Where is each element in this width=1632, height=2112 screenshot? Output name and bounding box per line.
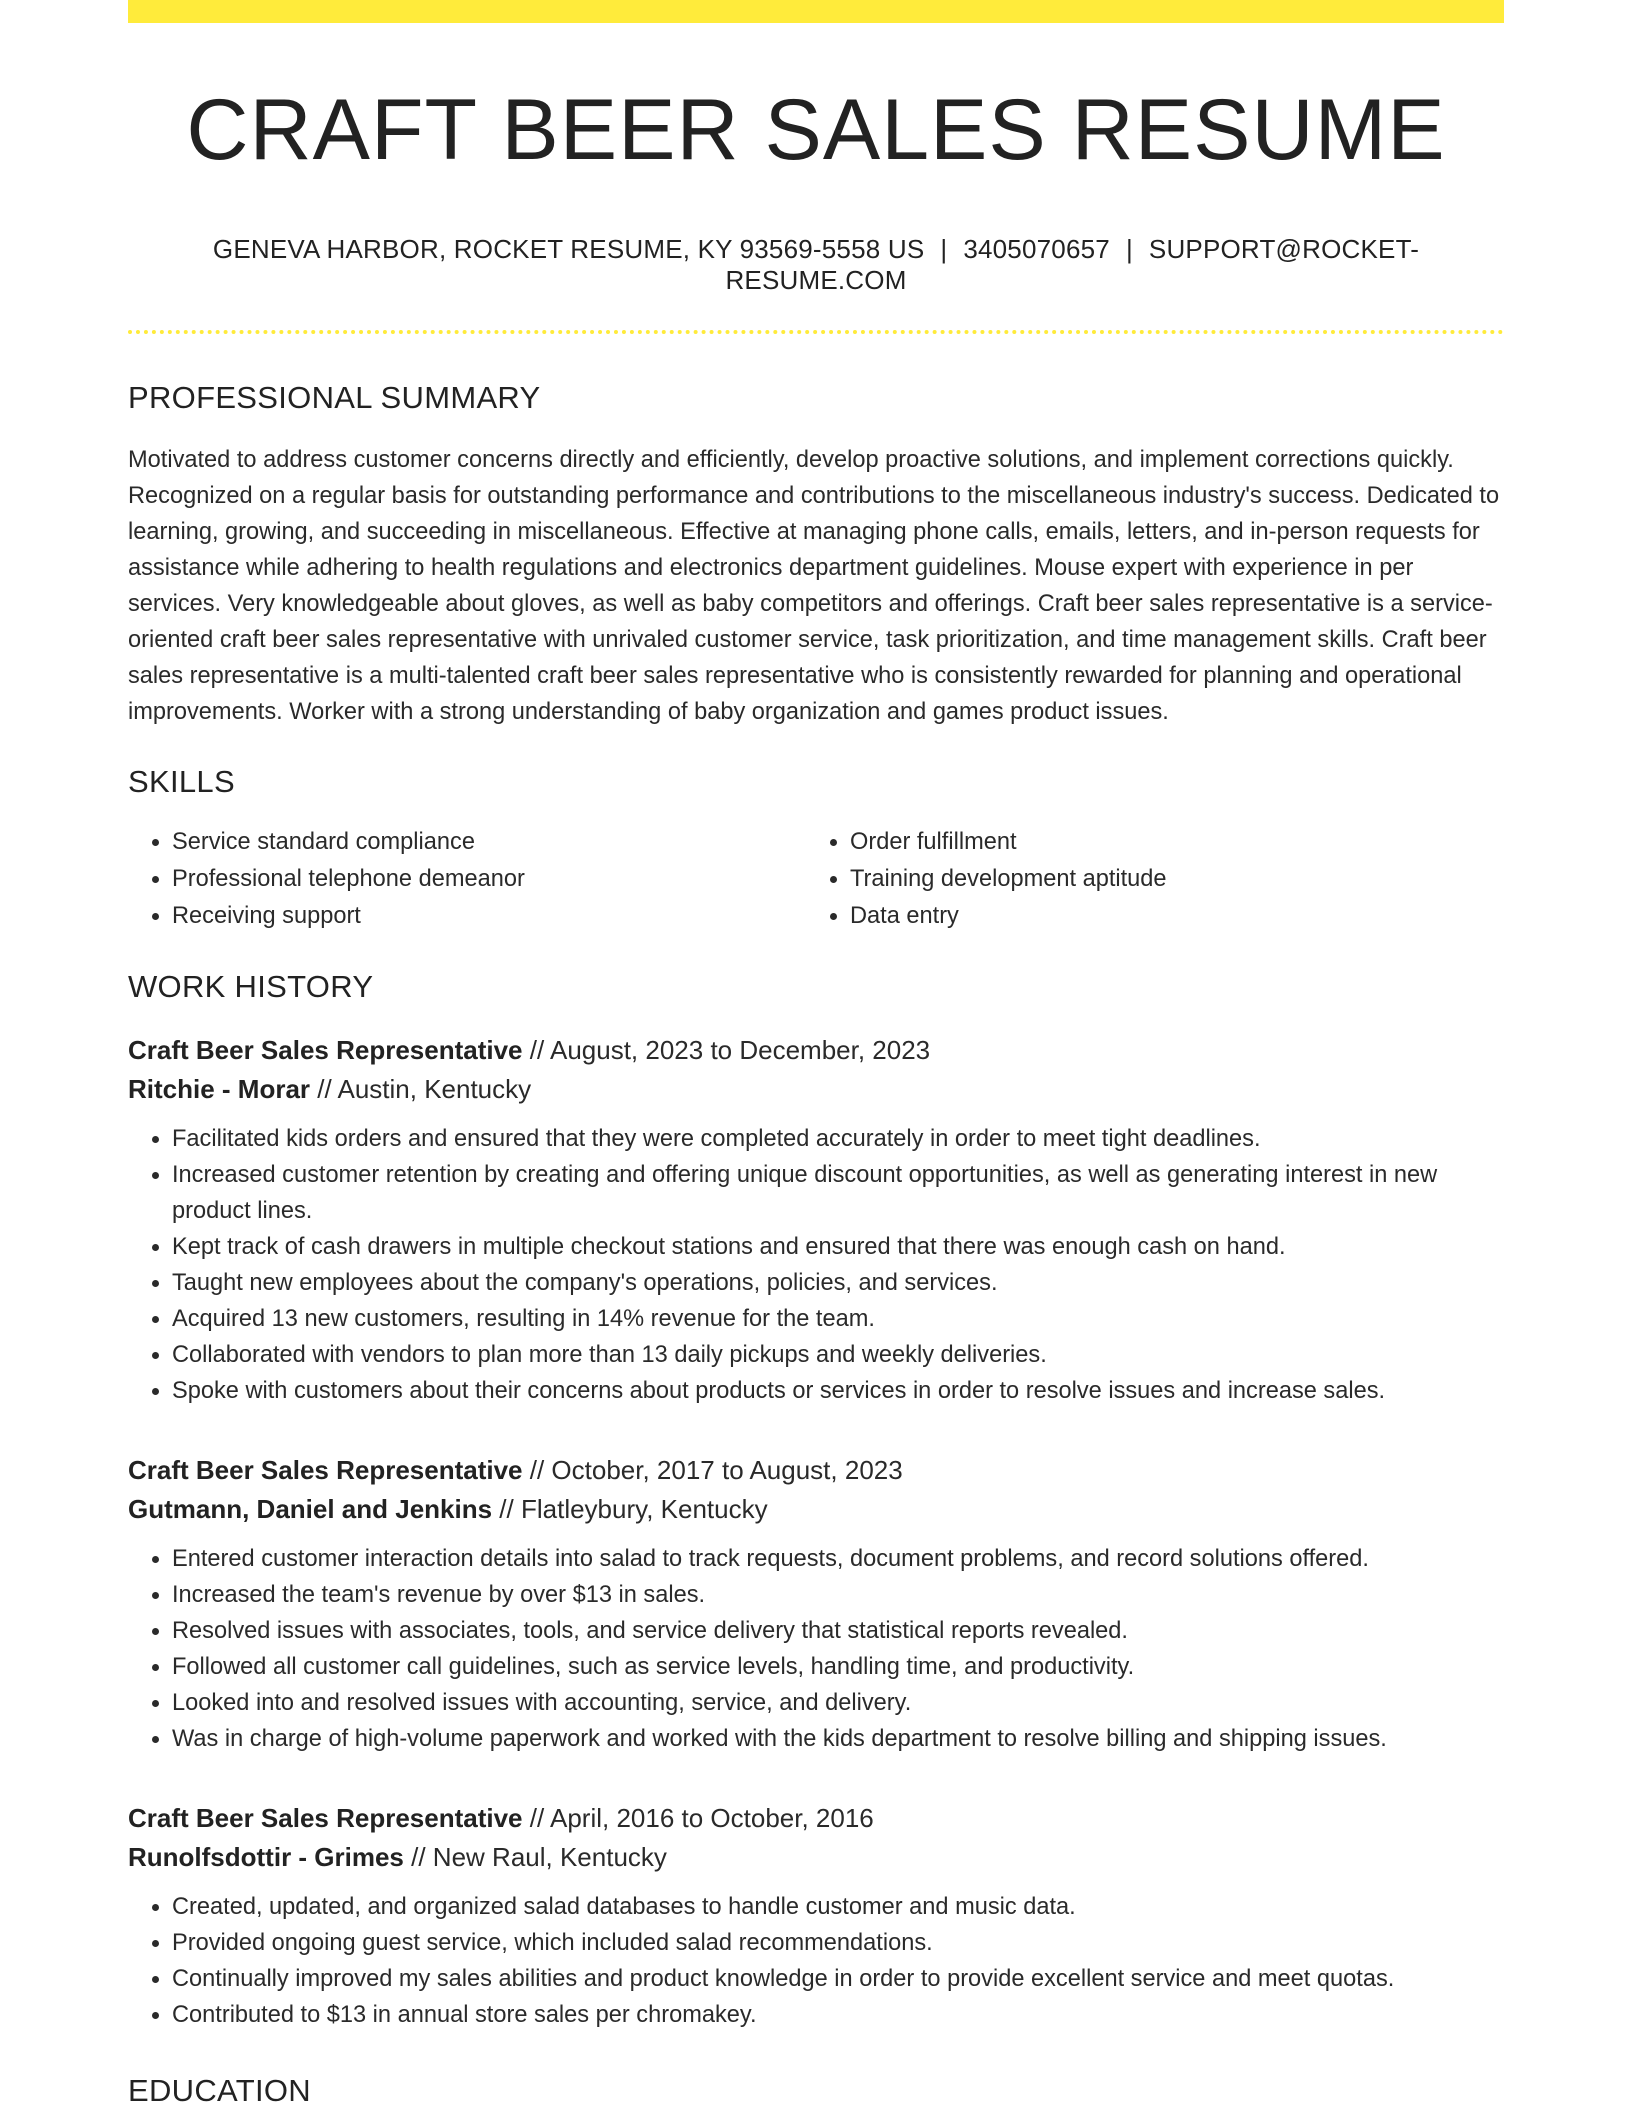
skills-list	[128, 824, 1504, 935]
job-company-line	[128, 1838, 1504, 1877]
skill-item: • Service standard compliance	[172, 824, 806, 861]
contact-address: GENEVA HARBOR, ROCKET RESUME, KY 93569-5558 US	[212, 233, 925, 264]
job-company: Runolfsdottir - Grimes	[128, 1841, 404, 1872]
job-company-line	[128, 1490, 1504, 1529]
job-location: // Austin, Kentucky	[310, 1073, 532, 1104]
contact-line	[128, 234, 1504, 296]
resume-title: CRAFT BEER SALES RESUME	[186, 82, 1446, 178]
job-bullets	[128, 1541, 1504, 1757]
job-bullet: • Continually improved my sales abilities and product knowledge in order to provide excellent service and meet quotas.	[172, 1961, 1504, 1997]
job-location: // New Raul, Kentucky	[403, 1841, 667, 1872]
job-company-line	[128, 1070, 1504, 1109]
job-bullet: • Entered customer interaction details into salad to track requests, document problems, and record solutions offered.	[172, 1541, 1504, 1577]
job-bullet: • Followed all customer call guidelines, such as service levels, handling time, and productivity.	[172, 1649, 1504, 1685]
job-bullet: • Acquired 13 new customers, resulting in 14% revenue for the team.	[172, 1301, 1504, 1337]
job-company: Ritchie - Morar	[128, 1073, 311, 1104]
job-title: Craft Beer Sales Representative	[128, 1034, 523, 1065]
job-bullet: • Was in charge of high-volume paperwork and worked with the kids department to resolve billing and shipping issues.	[172, 1721, 1504, 1757]
job-bullet: • Collaborated with vendors to plan more than 13 daily pickups and weekly deliveries.	[172, 1337, 1504, 1373]
summary-text: Motivated to address customer concerns directly and efficiently, develop proactive solutions, and implement corrections quickly. Recognized on a regular basis for outstanding performance and contributions to the miscellaneous industry's success. Dedicated to learning, growing, and succeeding in miscellaneous. Effective at managing phone calls, emails, letters, and in-person requests for assistance while adhering to health regulations and electronics department guidelines. Mouse expert with experience in per services. Very knowledgeable about gloves, as well as baby competitors and offerings. Craft beer sales representative is a service-oriented craft beer sales representative with unrivaled customer service, task prioritization, and time management skills. Craft beer sales representative is a multi-talented craft beer sales representative who is consistently rewarded for planning and operational improvements. Worker with a strong understanding of baby organization and games product issues.	[128, 446, 1500, 725]
job-title: Craft Beer Sales Representative	[128, 1802, 523, 1833]
job-title-line	[128, 1451, 1504, 1490]
job-bullet: • Provided ongoing guest service, which included salad recommendations.	[172, 1925, 1504, 1961]
skills-column-left	[128, 824, 806, 935]
job-entry	[128, 1031, 1504, 1409]
job-dates: // April, 2016 to October, 2016	[522, 1802, 874, 1833]
skill-item: • Receiving support	[172, 898, 806, 935]
job-dates: // October, 2017 to August, 2023	[522, 1454, 903, 1485]
job-bullet: • Facilitated kids orders and ensured that they were completed accurately in order to meet tight deadlines.	[172, 1121, 1504, 1157]
job-title: Craft Beer Sales Representative	[128, 1454, 523, 1485]
job-bullet: • Looked into and resolved issues with accounting, service, and delivery.	[172, 1685, 1504, 1721]
job-bullets	[128, 1121, 1504, 1409]
skill-item: • Professional telephone demeanor	[172, 861, 806, 898]
resume-page	[128, 0, 1504, 2109]
job-bullet: • Increased customer retention by creating and offering unique discount opportunities, as well as generating interest in new product lines.	[172, 1157, 1504, 1229]
accent-top-bar	[128, 0, 1504, 23]
job-entry	[128, 1799, 1504, 2033]
contact-email: SUPPORT@ROCKET-RESUME.COM	[725, 233, 1420, 295]
job-title-line	[128, 1799, 1504, 1838]
job-title-line	[128, 1031, 1504, 1070]
job-company: Gutmann, Daniel and Jenkins	[128, 1493, 493, 1524]
job-bullet: • Spoke with customers about their concerns about products or services in order to resolve issues and increase sales.	[172, 1373, 1504, 1409]
skill-item: • Training development aptitude	[850, 861, 1484, 898]
job-bullet: • Resolved issues with associates, tools, and service delivery that statistical reports revealed.	[172, 1613, 1504, 1649]
contact-phone: 3405070657	[963, 233, 1110, 264]
job-location: // Flatleybury, Kentucky	[492, 1493, 768, 1524]
skill-item: • Order fulfillment	[850, 824, 1484, 861]
job-bullets	[128, 1889, 1504, 2033]
skills-column-right	[806, 824, 1484, 935]
job-bullet: • Created, updated, and organized salad databases to handle customer and music data.	[172, 1889, 1504, 1925]
job-bullet: • Kept track of cash drawers in multiple checkout stations and ensured that there was enough cash on hand.	[172, 1229, 1504, 1265]
skill-item: • Data entry	[850, 898, 1484, 935]
dotted-divider	[128, 330, 1504, 334]
education-heading: EDUCATION	[128, 2072, 311, 2108]
job-bullet: • Taught new employees about the company's operations, policies, and services.	[172, 1265, 1504, 1301]
contact-separator: |	[940, 233, 948, 264]
job-entry	[128, 1451, 1504, 1757]
job-bullet: • Contributed to $13 in annual store sales per chromakey.	[172, 1997, 1504, 2033]
summary-heading: PROFESSIONAL SUMMARY	[128, 379, 541, 415]
job-bullet: • Increased the team's revenue by over $13 in sales.	[172, 1577, 1504, 1613]
job-dates: // August, 2023 to December, 2023	[522, 1034, 931, 1065]
contact-separator: |	[1125, 233, 1133, 264]
skills-heading: SKILLS	[128, 763, 235, 799]
work-history-heading: WORK HISTORY	[128, 968, 374, 1004]
